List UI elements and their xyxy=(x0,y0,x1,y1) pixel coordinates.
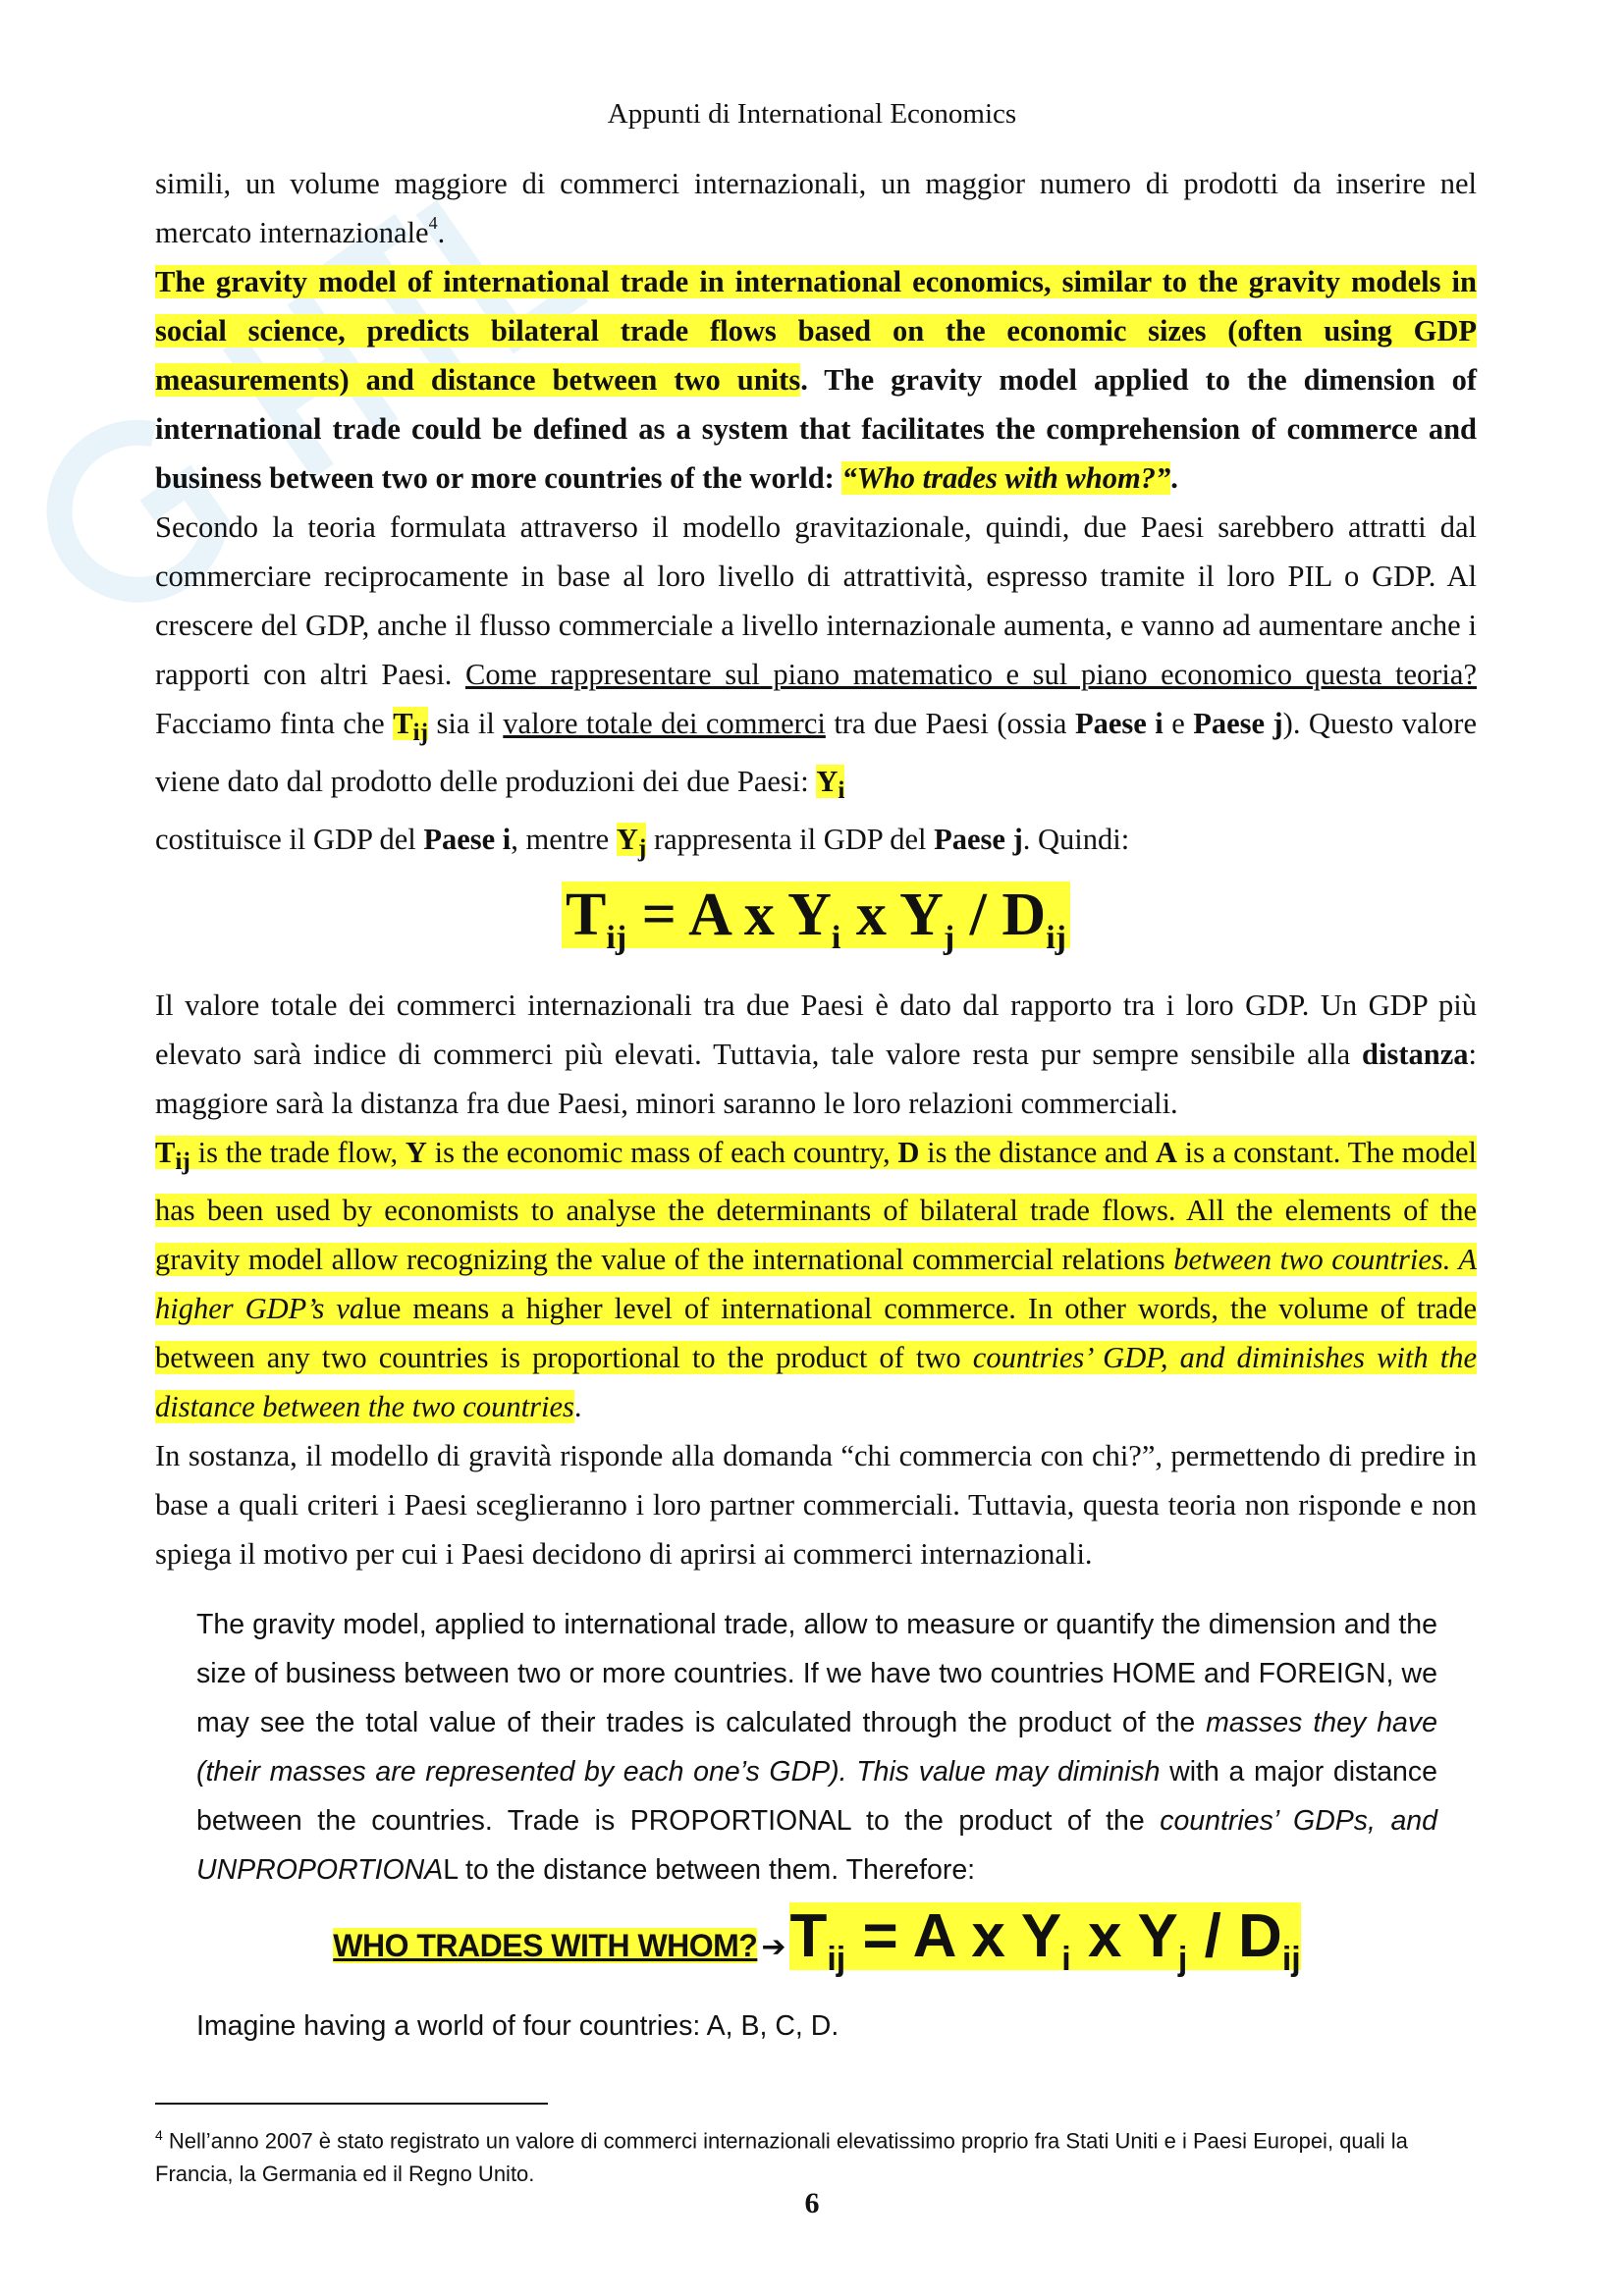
paragraph-imagine: Imagine having a world of four countries: A, B, C, D. xyxy=(196,2010,839,2043)
english-summary-block xyxy=(155,1600,1477,2051)
paragraph-2: The gravity model of international trade in international economics, similar to the gravity models in social science, predicts bilateral trade flows based on the economic sizes (often using GDP measurements) and distance between two units. The gravity model applied to the dimension of international trade could be defined as a system that facilitates the comprehension of commerce and business between two or more countries of the world: “Who trades with whom?”. xyxy=(155,265,1477,495)
paragraph-6: In sostanza, il modello di gravità risponde alla domanda “chi commercia con chi?”, permettendo di predire in base a quali criteri i Paesi sceglieranno i loro partner commerciali. Tuttavia, questa teoria non risponde e non spiega il motivo per cui i Paesi decidono di aprirsi ai commerci internazionali. xyxy=(155,1439,1477,1572)
footnote-ref[interactable]: 4 xyxy=(428,213,438,233)
paragraph-1: simili, un volume maggiore di commerci internazionali, un maggior numero di prodotti da inserire nel mercato internazionale$^4$. xyxy=(155,167,1477,249)
paragraph-4: Il valore totale dei commerci internazionali tra due Paesi è dato dal rapporto tra i loro GDP. Un GDP più elevato sarà indice di commerci più elevati. Tuttavia, tale valore resta pur sempre sensibile alla distanza: maggiore sarà la distanza fra due Paesi, minori saranno le loro relazioni commerciali. xyxy=(155,988,1477,1121)
highlight-definition: The gravity model of international trade in international economics, similar to the gravity models in social science, predicts bilateral trade flows based on the economic sizes (often using GDP measurements) and distance between two units xyxy=(155,265,1477,397)
paragraph-3: Secondo la teoria formulata attraverso il modello gravitazionale, quindi, due Paesi sarebbero attratti dal commerciare reciprocamente in base al loro livello di attrattività, espresso tramite il loro PIL o GDP. Al crescere del GDP, anche il flusso commerciale a livello internazionale aumenta, e vanno ad aumentare anche i rapporti con altri Paesi. Come rappresentare sul piano matematico e sul piano economico questa teoria? Facciamo finta che $T_{ij}$ sia il valore totale dei commerci tra due Paesi (ossia Paese i e Paese j). Questo valore viene dato dal prodotto delle produzioni dei due Paesi: $Y_i$ costituisce il GDP del Paese i, mentre $Y_j$ rappresenta il GDP del Paese j. Quindi: xyxy=(155,510,1478,863)
who-trades-formula xyxy=(196,1895,1437,2002)
paragraph-7: The gravity model, applied to international trade, allow to measure or quantify the dimension and the size of business between two or more countries. If we have two countries HOME and FOREIGN, we may see the total value of their trades is calculated through the product of the masses they have (their masses are represented by each one’s GDP). This value may diminish with a major distance between the countries. Trade is PROPORTIONAL to the product of the countries’ GDPs, and UNPROPORTIONAL to the distance between them. Therefore: xyxy=(196,1609,1438,1887)
footnote-divider xyxy=(155,2103,548,2105)
document-body xyxy=(155,159,1477,2051)
footnote: $^4$ Nell’anno 2007 è stato registrato un valore di commerci internazionali elevatissimo proprio fra Stati Uniti e i Paesi Europei, quali la Francia, la Germania ed il Regno Unito. xyxy=(155,2127,1408,2187)
page-header: Appunti di International Economics xyxy=(607,98,1017,130)
paragraph-5: $T_{ij}$ is the trade flow, Y is the economic mass of each country, D is the distance and A is a constant. The model has been used by economists to analyse the determinants of bilateral trade flows. All the elements of the gravity model allow recognizing the value of the international commercial relations between two countries. A higher GDP’s value means a higher level of international commerce. In other words, the volume of trade between any two countries is proportional to the product of two countries’ GDP, and diminishes with the distance between the two countries. xyxy=(155,1136,1478,1424)
underlined-question: Come rappresentare sul piano matematico e sul piano economico questa teoria? xyxy=(464,658,1477,691)
who-trades-label: WHO TRADES WITH WHOM? xyxy=(333,1928,758,1964)
arrow-icon: ➔ xyxy=(761,1931,786,1964)
gravity-formula-2: $T_{ij} = A$ x $Y_i$ x $Y_j / D_{ij}$ xyxy=(789,1902,1301,1979)
gravity-formula: $T_{ij} = A$ x $Y_i$ x $Y_j / D_{ij}$ xyxy=(155,873,1477,981)
quote-who-trades: “Who trades with whom?” xyxy=(841,461,1171,495)
page-number: 6 xyxy=(804,2187,820,2219)
